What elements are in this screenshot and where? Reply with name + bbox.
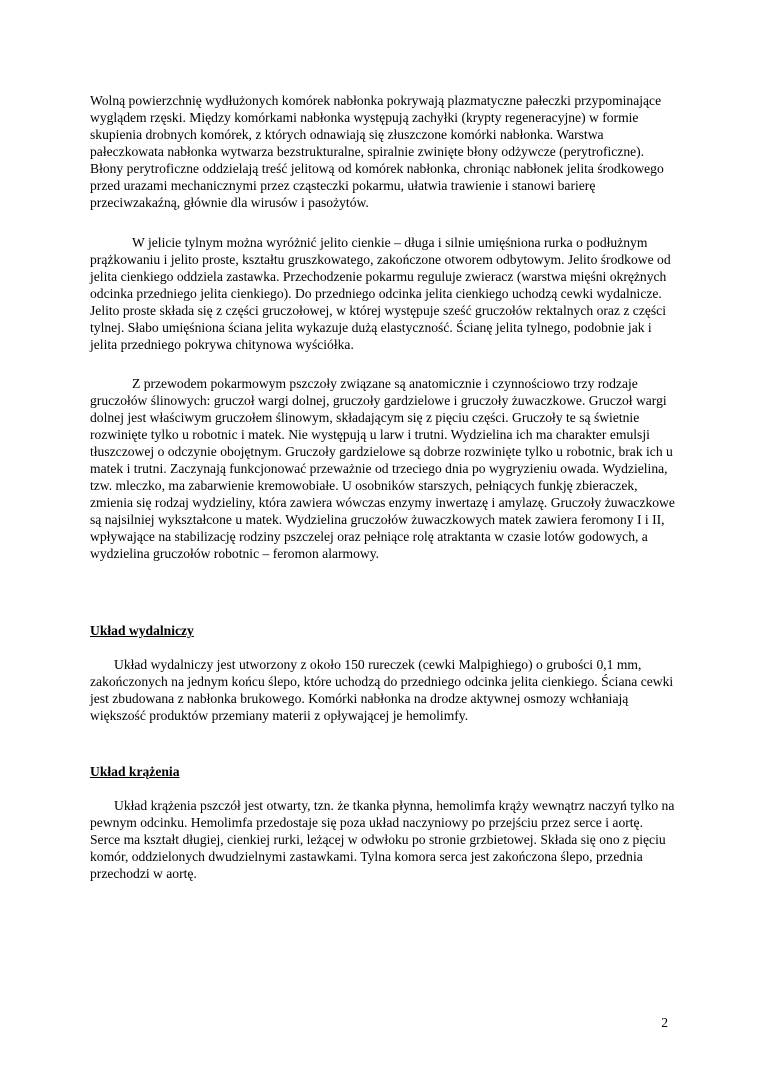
heading-excretory-system: Układ wydalniczy	[90, 623, 194, 638]
heading-circulatory-system: Układ krążenia	[90, 764, 180, 779]
paragraph-peritrophic-membranes: Wolną powierzchnię wydłużonych komórek nabłonka pokrywają plazmatyczne pałeczki przypominające wyglądem rzęski. Między komórkami nabłonka występują zachyłki (krypty regeneracyjne) w formie skupienia drobnych komórek, z których odnawiają się złuszczone komórki nabłonka. Warstwa pałeczkowata nabłonka wytwarza bezstrukturalne, spiralnie zwinięte błony odżywcze (perytroficzne). Błony perytroficzne oddzielają treść jelitową od komórek nabłonka, chroniąc nabłonek jelita środkowego przed urazami mechanicznymi przez cząsteczki pokarmu, ułatwia trawienie i stanowi barierę przeciwzakaźną, głównie dla wirusów i pasożytów.	[90, 93, 664, 210]
page-number: 2	[661, 1015, 668, 1030]
paragraph-excretory-system: Układ wydalniczy jest utworzony z około 150 rureczek (cewki Malpighiego) o grubości 0,1 mm, zakończonych na jednym końcu ślepo, które uchodzą do przedniego odcinka jelita cienkiego. Ściana cewki jest zbudowana z nabłonka brukowego. Komórki nabłonka na drodze aktywnej osmozy wchłaniają większość produktów przemiany materii z opływającej je hemolimfy.	[90, 657, 674, 723]
paragraph-circulatory-system: Układ krążenia pszczół jest otwarty, tzn. że tkanka płynna, hemolimfa krąży wewnątrz naczyń tylko na pewnym odcinku. Hemolimfa przedostaje się poza układ naczyniowy po przejściu przez serce i aortę. Serce ma kształt długiej, cienkiej rurki, leżącej w odwłoku po stronie grzbietowej. Składa się ono z pięciu komór, oddzielonych dwudzielnymi zastawkami. Tylna komora serca jest zakończona ślepo, przednia przechodzi w aortę.	[90, 798, 675, 881]
paragraph-salivary-glands: Z przewodem pokarmowym pszczoły związane są anatomicznie i czynnościowo trzy rodzaje gruczołów ślinowych: gruczoł wargi dolnej, gruczoły gardzielowe i gruczoły żuwaczkowe. Gruczoł wargi dolnej jest właściwym gruczołem ślinowym, składającym się z pięciu części. Gruczoły te są świetnie rozwinięte tylko u robotnic i matek. Nie występują u larw i trutni. Wydzielina ich ma charakter emulsji tłuszczowej o odczynie obojętnym. Gruczoły gardzielowe są dobrze rozwinięte tylko u robotnic, brak ich u matek i trutni. Zaczynają funkcjonować przeważnie od trzeciego dnia po wygryzieniu owada. Wydzielina, tzw. mleczko, ma zabarwienie kremowobiałe. U osobników starszych, pełniących funkję zbieraczek, zmienia się rodzaj wydzieliny, która zawiera wówczas enzymy inwertazę i amylazę. Gruczoły żuwaczkowe są najsilniej wykształcone u matek. Wydzielina gruczołów żuwaczkowych matek zawiera feromony I i II, wpływające na stabilizację rodziny pszczelej oraz pełniące rolę atraktanta w czasie lotów godowych, a wydzielina gruczołów robotnic – feromon alarmowy.	[90, 376, 675, 561]
paragraph-hindgut: W jelicie tylnym można wyróżnić jelito cienkie – długa i silnie umięśniona rurka o podłużnym prążkowaniu i jelito proste, kształtu gruszkowatego, zakończone otworem odbytowym. Jelito środkowe od jelita cienkiego oddziela zastawka. Przechodzenie pokarmu reguluje zwieracz (warstwa mięśni okrężnych odcinka przedniego jelita cienkiego). Do przedniego odcinka jelita cienkiego uchodzą cewki wydalnicze. Jelito proste składa się z części gruczołowej, w której występuje sześć gruczołów rektalnych oraz z części tylnej. Słabo umięśniona ściana jelita wykazuje dużą elastyczność. Ścianę jelita tylnego, podobnie jak i jelita przedniego pokrywa chitynowa wyściółka.	[90, 235, 671, 352]
